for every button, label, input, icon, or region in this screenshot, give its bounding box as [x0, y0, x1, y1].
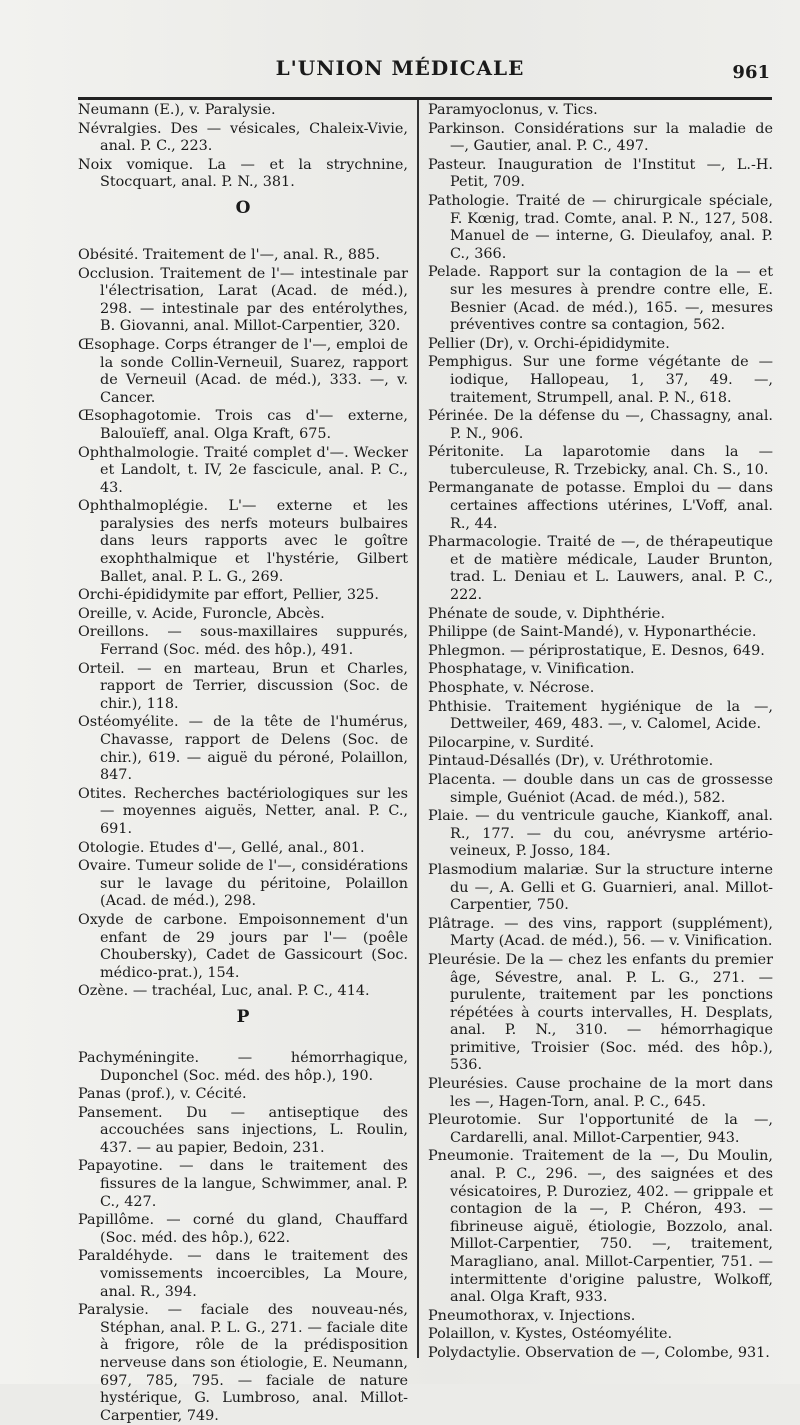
index-entry: Phosphate, v. Nécrose.: [428, 680, 595, 696]
index-entry: Péritonite. La laparotomie dans la — tuberculeuse, R. Trzebicky, anal. Ch. S., 10.: [428, 444, 773, 478]
index-entry: Pneumothorax, v. Injections.: [428, 1307, 636, 1324]
index-entry: Occlusion. Traitement de l'— intestinale par l'électrisation, Larat (Acad. de méd.), 298. — intestinale par des entérolythes, B. Giovanni, anal. Millot-Carpentier, 320.: [78, 265, 408, 335]
index-entry: Orchi-épididymite par effort, Pellier, 325.: [78, 587, 379, 604]
index-entry: Otites. Recherches bactériologiques sur les — moyennes aiguës, Netter, anal. P. C., 691.: [78, 785, 408, 837]
index-entry: Phosphatage, v. Vinification.: [428, 661, 635, 678]
index-entry: Otologie. Etudes d'—, Gellé, anal., 801.: [78, 839, 365, 856]
running-header: [0, 50, 800, 86]
index-entry: Œsophagotomie. Trois cas d'— externe, Balouïeff, anal. Olga Kraft, 675.: [78, 408, 408, 442]
index-entry: Pintaud-Désallés (Dr), v. Uréthrotomie.: [428, 753, 714, 770]
left-column: [78, 102, 408, 1424]
section-letter-o: O: [235, 197, 251, 218]
index-entry: Papillôme. — corné du gland, Chauffard (Soc. méd. des hôp.), 622.: [78, 1212, 408, 1246]
index-entry: Plaie. — du ventricule gauche, Kiankoff, anal. R., 177. — du cou, anévrysme artério-veineux, P. Josso, 184.: [428, 808, 773, 860]
journal-title: L'UNION MÉDICALE: [275, 56, 525, 80]
index-entry: Polaillon, v. Kystes, Ostéomyélite.: [428, 1326, 673, 1343]
index-entry: Phénate de soude, v. Diphthérie.: [428, 605, 666, 622]
index-entry: Paralysie. — faciale des nouveau-nés, Stéphan, anal. P. L. G., 271. — faciale dite à frigore, rôle de la prédisposition nerveuse dans son étiologie, E. Neumann, 697, 785, 795. — faciale de nature hystérique, G. Lumbroso, anal. Millot-Carpentier, 749.: [78, 1302, 408, 1424]
index-block-n: [78, 102, 408, 192]
index-entry: Orteil. — en marteau, Brun et Charles, rapport de Terrier, discussion (Soc. de chir.), 118.: [78, 660, 408, 712]
index-entry: Pansement. Du — antiseptique des accouchées sans injections, L. Roulin, 437. — au papier, Bedoin, 231.: [78, 1104, 408, 1156]
index-entry: Paraldéhyde. — dans le traitement des vomissements incoercibles, La Moure, anal. R., 394.: [78, 1248, 408, 1300]
index-entry: Phlegmon. — périprostatique, E. Desnos, 649.: [428, 642, 765, 659]
index-entry: Pachyméningite. — hémorrhagique, Duponchel (Soc. méd. des hôp.), 190.: [78, 1049, 408, 1084]
index-entry: Ozène. — trachéal, Luc, anal. P. C., 414.: [78, 983, 370, 1000]
index-entry: Placenta. — double dans un cas de grossesse simple, Guéniot (Acad. de méd.), 582.: [428, 771, 773, 806]
index-entry: Œsophage. Corps étranger de l'—, emploi de la sonde Collin-Verneuil, Suarez, rapport de Verneuil (Acad. de méd.), 333. —, v. Cancer.: [78, 336, 408, 406]
index-entry: Pneumonie. Traitement de la —, Du Moulin, anal. P. C., 296. —, des saignées et des vésicatoires, P. Duroziez, 402. — grippale et contagion de la —, P. Chéron, 493. — fibrineuse aiguë, étiologie, Bozzolo, anal. Millot-Carpentier, 750. —, traitement, Maragliano, anal. Millot-Carpentier, 751. — intermittente d'origine palustre, Wolkoff, anal. Olga Kraft, 933.: [428, 1148, 773, 1306]
index-entry: Paramyoclonus, v. Tics.: [428, 102, 598, 118]
index-entry: Ophthalmologie. Traité complet d'—. Wecker et Landolt, t. IV, 2e fascicule, anal. P. C., 43.: [78, 444, 408, 496]
index-block-p: [78, 1050, 408, 1425]
index-entry: Oreille, v. Acide, Furoncle, Abcès.: [78, 605, 325, 622]
index-entry: Ophthalmoplégie. L'— externe et les paralysies des nerfs moteurs bulbaires dans leurs rapports avec le goître exophthalmique et l'hystérie, Gilbert Ballet, anal. P. L. G., 269.: [78, 498, 408, 585]
index-entry: Papayotine. — dans le traitement des fissures de la langue, Schwimmer, anal. P. C., 427.: [78, 1158, 408, 1210]
index-entry: Pasteur. Inauguration de l'Institut —, L.-H. Petit, 709.: [428, 156, 773, 191]
index-entry: Permanganate de potasse. Emploi du — dans certaines affections utérines, L'Voff, anal. R., 44.: [428, 480, 773, 532]
index-entry: Polydactylie. Observation de —, Colombe, 931.: [428, 1344, 770, 1361]
column-divider: [417, 100, 419, 1358]
section-letter-p: P: [236, 1006, 250, 1027]
index-entry: Noix vomique. La — et la strychnine, Stocquart, anal. P. N., 381.: [78, 156, 408, 191]
index-entry: Pathologie. Traité de — chirurgicale spéciale, F. Kœnig, trad. Comte, anal. P. N., 127, 508. Manuel de — interne, G. Dieulafoy, anal. P. C., 366.: [428, 192, 773, 262]
index-entry: Pharmacologie. Traité de —, de thérapeutique et de matière médicale, Lauder Brunton, trad. L. Deniau et L. Lauwers, anal. P. C., 222.: [428, 534, 773, 604]
index-entry: Pellier (Dr), v. Orchi-épididymite.: [428, 335, 670, 352]
header-rule: [78, 97, 772, 100]
index-entry: Phthisie. Traitement hygiénique de la —, Dettweiler, 469, 483. —, v. Calomel, Acide.: [428, 698, 773, 733]
index-entry: Pelade. Rapport sur la contagion de la — et sur les mesures à prendre contre elle, E. Besnier (Acad. de méd.), 165. —, mesures préventives contre sa contagion, 562.: [428, 264, 773, 334]
index-entry: Oreillons. — sous-maxillaires suppurés, Ferrand (Soc. méd. des hôp.), 491.: [78, 624, 408, 659]
index-entry: Parkinson. Considérations sur la maladie de —, Gautier, anal. P. C., 497.: [428, 120, 773, 155]
index-entry: Pleurotomie. Sur l'opportunité de la —, Cardarelli, anal. Millot-Carpentier, 943.: [428, 1112, 773, 1146]
index-entry: Plâtrage. — des vins, rapport (supplément), Marty (Acad. de méd.), 56. — v. Vinification.: [428, 915, 773, 950]
index-entry: Ostéomyélite. — de la tête de l'humérus, Chavasse, rapport de Delens (Soc. de chir.), 619. — aiguë du péroné, Polaillon, 847.: [78, 714, 408, 784]
index-entry: Neumann (E.), v. Paralysie.: [78, 102, 276, 118]
index-entry: Pleurésies. Cause prochaine de la mort dans les —, Hagen-Torn, anal. P. C., 645.: [428, 1076, 773, 1110]
right-column: [428, 102, 773, 1361]
index-entry: Périnée. De la défense du —, Chassagny, anal. P. N., 906.: [428, 408, 773, 442]
index-entry: Plasmodium malariæ. Sur la structure interne du —, A. Gelli et G. Guarnieri, anal. Millot-Carpentier, 750.: [428, 861, 773, 914]
index-entry: Ovaire. Tumeur solide de l'—, considérations sur le lavage du péritoine, Polaillon (Acad. de méd.), 298.: [78, 858, 408, 910]
page-number: 961: [732, 62, 770, 83]
index-entry: Oxyde de carbone. Empoisonnement d'un enfant de 29 jours par l'— (poêle Choubersky), Cadet de Gassicourt (Soc. médico-prat.), 154.: [78, 911, 408, 981]
index-entry: Philippe (de Saint-Mandé), v. Hyponarthécie.: [428, 624, 757, 641]
index-entry: Pilocarpine, v. Surdité.: [428, 734, 595, 751]
index-entry: Pemphigus. Sur une forme végétante de — iodique, Hallopeau, 1, 37, 49. —, traitement, Strumpell, anal. P. N., 618.: [428, 354, 773, 406]
index-entry: Obésité. Traitement de l'—, anal. R., 885.: [78, 246, 380, 263]
index-entry: Panas (prof.), v. Cécité.: [78, 1086, 247, 1103]
index-entry: Névralgies. Des — vésicales, Chaleix-Vivie, anal. P. C., 223.: [78, 120, 408, 155]
index-block-o: [78, 247, 408, 1001]
index-entry: Pleurésie. De la — chez les enfants du premier âge, Sévestre, anal. P. L. G., 271. — purulente, traitement par les ponctions répétées à courts intervalles, H. Desplats, anal. P. N., 310. — hémorrhagique primitive, Troisier (Soc. méd. des hôp.), 536.: [428, 951, 773, 1074]
